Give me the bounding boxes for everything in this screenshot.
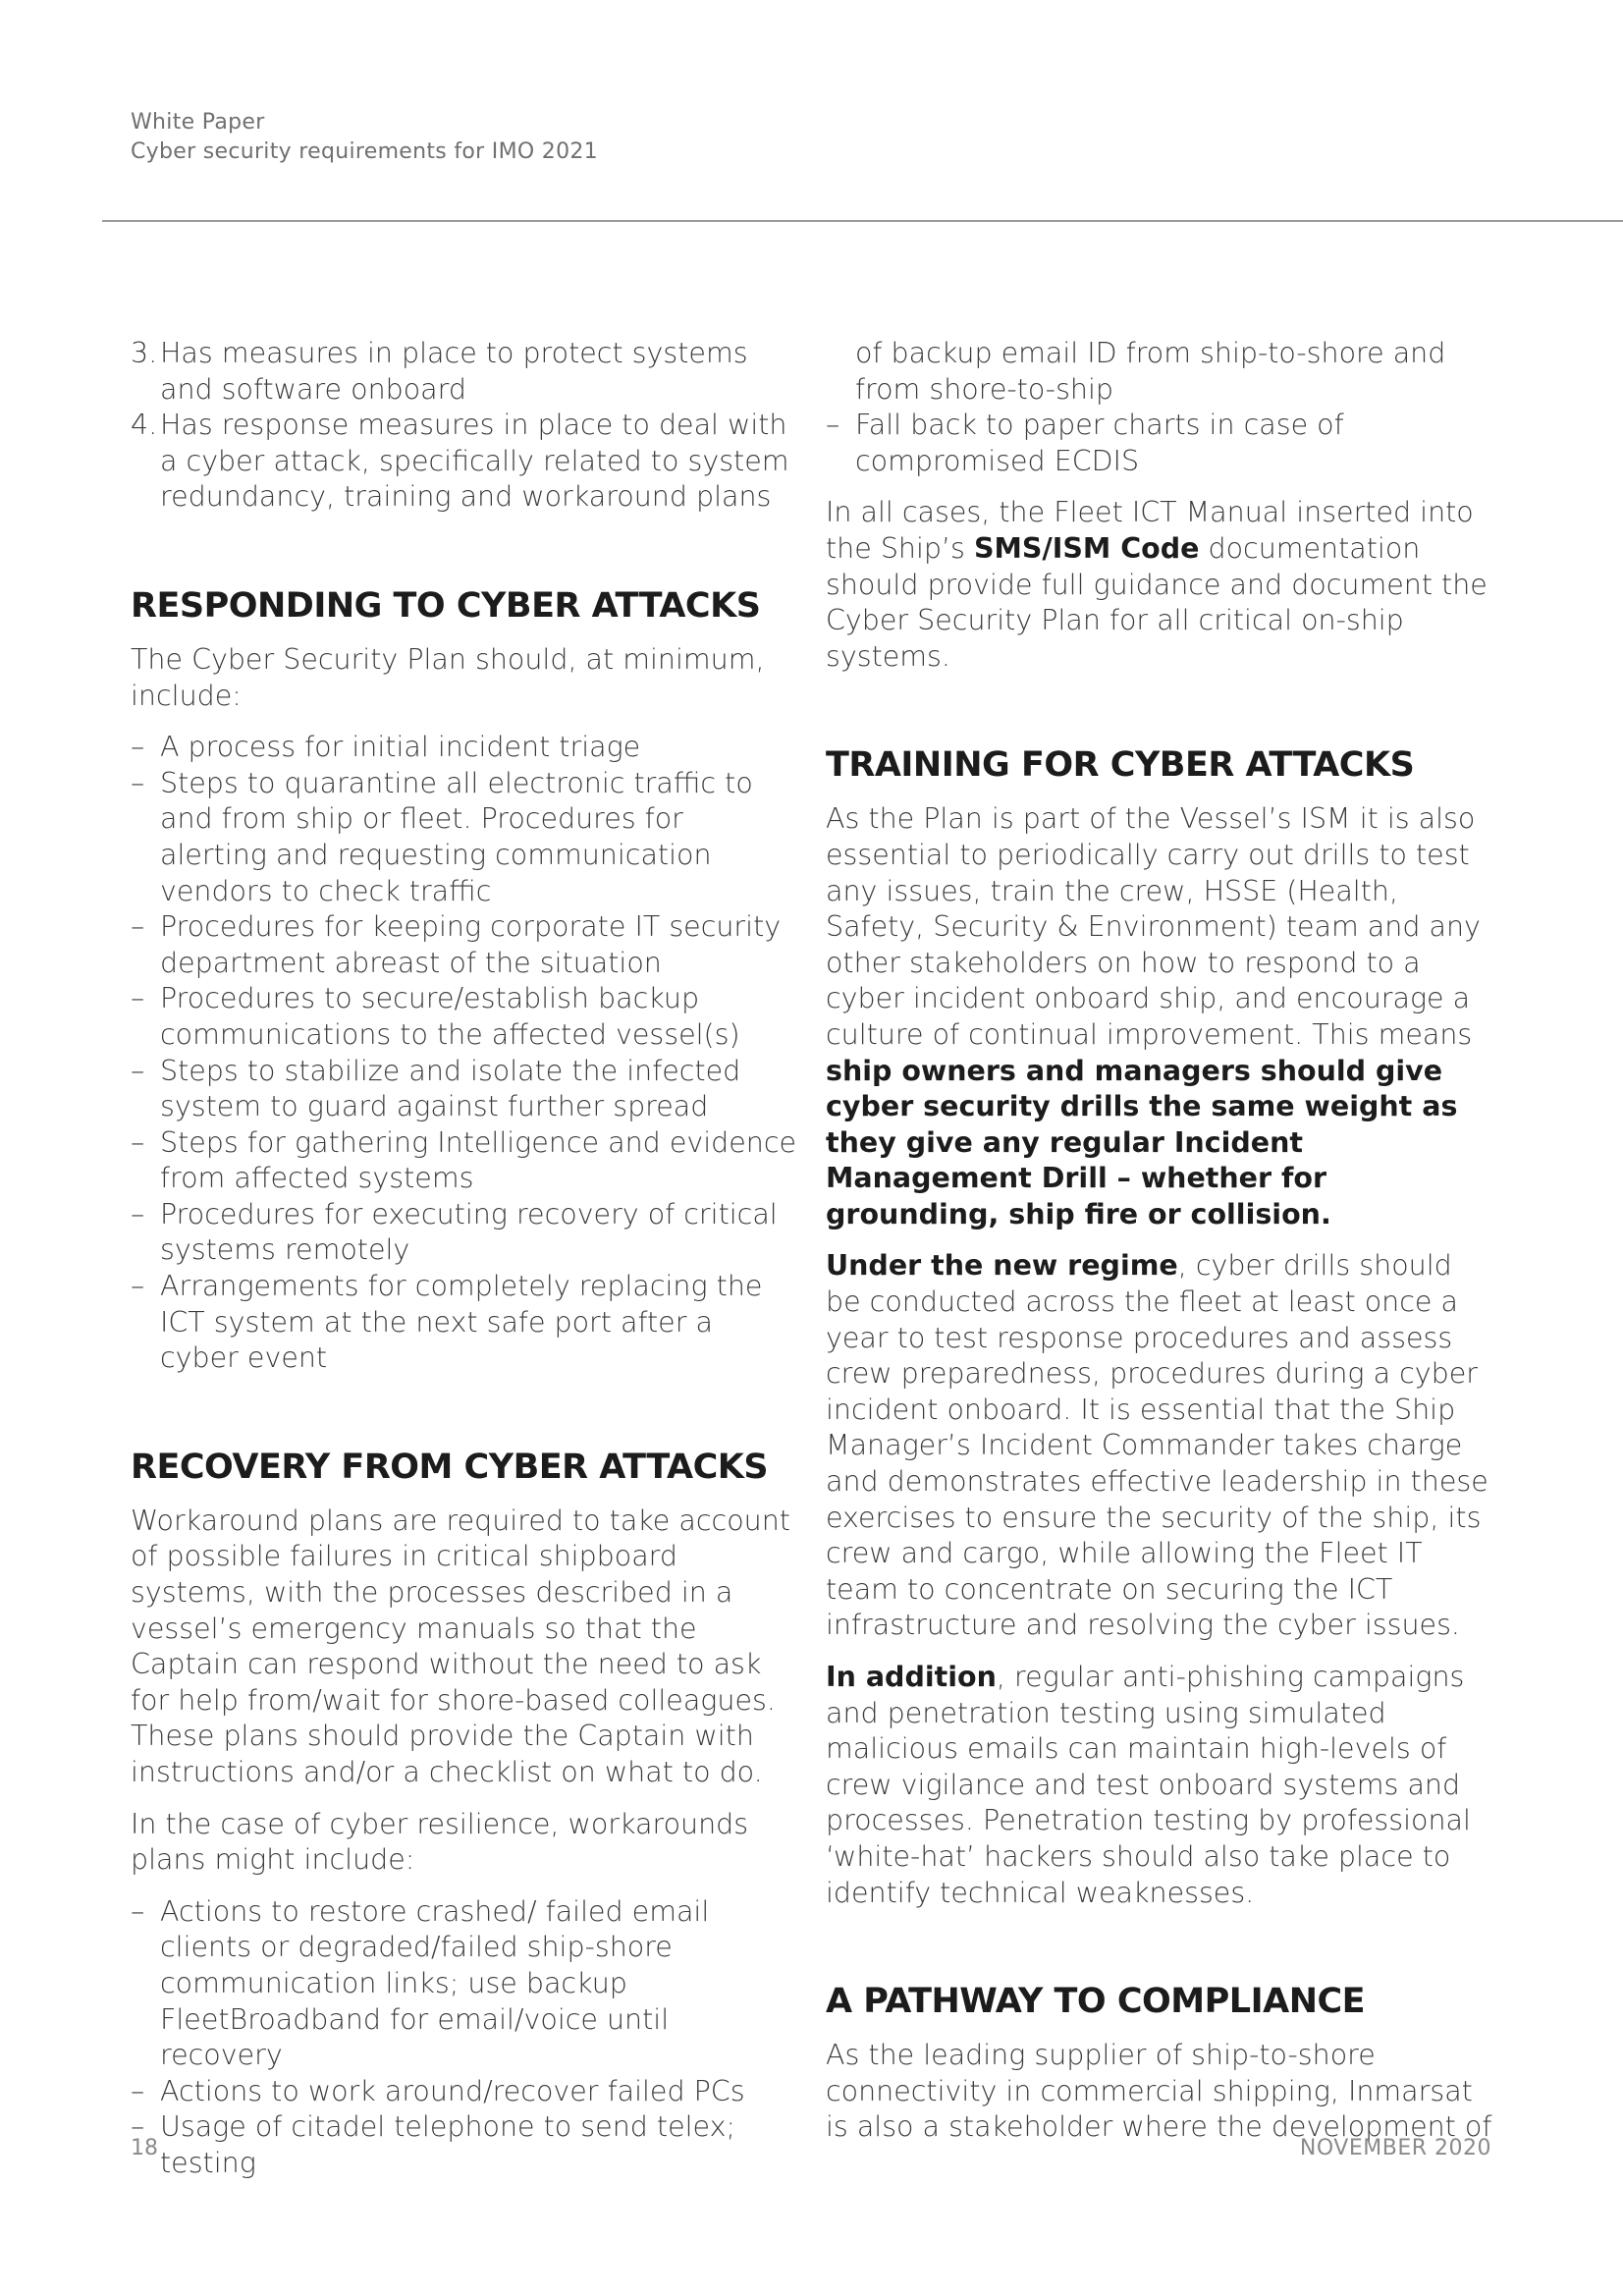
recovery-para1: Workaround plans are required to take account of possible failures in critical shipboard systems, with the processes described in a vessel’s emergency manuals so that the Captain can respond without the need to ask for help from/wait for shore-based colleagues. These plans should provide the Captain with instructions and/or a checklist on what to do. <box>131 1503 790 1788</box>
dash-marker: – <box>131 1197 145 1230</box>
text-run: , cyber drills should be conducted across the fleet at least once a year to test response procedures and assess crew preparedness, procedures during a cyber incident onboard. It is essential that the Ship Manager’s Incident Commander takes charge and demonstrates effective leadership in these exercises to ensure the security of the ship, its crew and cargo, while allowing the Fleet IT team to concentrate on securing the ICT infrastructure and resolving the cyber issues. <box>826 1249 1488 1642</box>
item-text: Usage of citadel telephone to send telex; testing <box>160 2110 736 2179</box>
page-number: 18 <box>131 2136 158 2160</box>
recovery-list <box>131 1894 798 2182</box>
right-column <box>826 336 1493 2161</box>
dash-marker: – <box>131 766 145 799</box>
item-number: 4. <box>131 409 158 442</box>
numbered-item <box>131 408 798 516</box>
list-item <box>131 909 798 981</box>
dash-marker: – <box>131 1125 145 1159</box>
header-doc-type: White Paper <box>131 110 265 135</box>
item-text: Procedures for keeping corporate IT security department abreast of the situation <box>160 910 782 979</box>
dash-marker: – <box>131 2110 145 2144</box>
item-text: Procedures for executing recovery of critical systems remotely <box>160 1197 778 1267</box>
list-item <box>131 1125 798 1197</box>
dash-marker: – <box>131 1054 145 1087</box>
dash-marker: – <box>826 409 840 442</box>
numbered-list <box>131 336 798 516</box>
training-para3 <box>826 1660 1493 1911</box>
training-para2 <box>826 1248 1493 1644</box>
pathway-paragraph: As the leading supplier of ship-to-shore connectivity in commercial shipping, Inmarsat is also a stakeholder where the development of <box>826 2039 1492 2144</box>
dash-marker: – <box>131 731 145 764</box>
list-item <box>131 1894 798 2074</box>
list-item <box>131 2074 798 2110</box>
list-item <box>131 1054 798 1125</box>
bold-run: SMS/ISM Code <box>973 531 1200 565</box>
item-text: Actions to work around/recover failed PCs <box>160 2074 745 2107</box>
item-text: Has measures in place to protect systems and software onboard <box>160 337 748 406</box>
right-list <box>826 408 1493 479</box>
text-run: , regular anti-phishing campaigns and penetration testing using simulated malicious emails can maintain high-levels of crew vigilance and test onboard systems and processes. Penetration testing by professional ‘white-hat’ hackers should also take place to identify technical weaknesses. <box>826 1661 1471 1909</box>
footer-date: NOVEMBER 2020 <box>1299 2136 1491 2160</box>
item-text: Steps to quarantine all electronic traffic to and from ship or fleet. Procedures for alerting and requesting communication vendors to check traffic <box>160 766 753 907</box>
list-item <box>131 1197 798 1269</box>
item-text: Steps for gathering Intelligence and evidence from affected systems <box>160 1125 797 1195</box>
header-doc-title: Cyber security requirements for IMO 2021 <box>131 139 598 164</box>
heading-pathway: A PATHWAY TO COMPLIANCE <box>826 1982 1366 2022</box>
list-item <box>826 408 1493 479</box>
page-header <box>131 108 598 167</box>
text-run: In all cases, the Fleet ICT Manual inserted into the Ship’s <box>826 496 1474 565</box>
item-text: Steps to stabilize and isolate the infected system to guard against further spread <box>160 1054 741 1123</box>
dash-marker: – <box>131 1270 145 1303</box>
continued-list-item: of backup email ID from ship-to-shore and from shore-to-ship <box>855 337 1446 406</box>
responding-list <box>131 730 798 1377</box>
text-run: As the Plan is part of the Vessel’s ISM it is also essential to periodically carry out drills to test any issues, train the crew, HSSE (Health, Safety, Security & Environment) team and any other stakeholders on how to respond to a cyber incident onboard ship, and encourage a culture of continual improvement. This means <box>826 802 1481 1051</box>
numbered-item <box>131 336 798 408</box>
list-item <box>131 1269 798 1377</box>
text-run: documentation should provide full guidance and document the Cyber Security Plan for all critical on-ship systems. <box>826 531 1488 673</box>
heading-recovery: RECOVERY FROM CYBER ATTACKS <box>131 1447 769 1487</box>
responding-intro: The Cyber Security Plan should, at minimum, include: <box>131 642 765 712</box>
dash-marker: – <box>131 2074 145 2107</box>
item-text: Fall back to paper charts in case of compromised ECDIS <box>855 409 1344 477</box>
list-item <box>131 730 798 766</box>
bold-run: In addition <box>826 1661 997 1693</box>
list-item <box>131 766 798 909</box>
item-text: Actions to restore crashed/ failed email clients or degraded/failed ship-shore communication links; use backup FleetBroadband for email/voice until recovery <box>160 1894 710 2072</box>
dash-marker: – <box>131 910 145 944</box>
item-text: Has response measures in place to deal with a cyber attack, specifically related to system redundancy, training and workaround plans <box>160 409 789 514</box>
list-item <box>131 981 798 1053</box>
item-text: A process for initial incident triage <box>160 731 641 764</box>
list-item <box>131 2109 798 2181</box>
item-text: Arrangements for completely replacing the ICT system at the next safe port after a cyber event <box>160 1270 763 1375</box>
item-text: Procedures to secure/establish backup communications to the affected vessel(s) <box>160 982 740 1051</box>
training-para1 <box>826 801 1493 1232</box>
recovery-para2: In the case of cyber resilience, workarounds plans might include: <box>131 1807 749 1877</box>
dash-marker: – <box>131 982 145 1015</box>
left-column <box>131 336 798 2198</box>
header-divider <box>102 220 1623 222</box>
heading-responding: RESPONDING TO CYBER ATTACKS <box>131 585 761 626</box>
dash-marker: – <box>131 1894 145 1928</box>
bold-run: ship owners and managers should give cyber security drills the same weight as they give any regular Incident Management Drill – whether for grounding, ship fire or collision. <box>826 1054 1458 1230</box>
bold-run: Under the new regime <box>826 1249 1178 1283</box>
heading-training: TRAINING FOR CYBER ATTACKS <box>826 745 1415 786</box>
all-cases-paragraph <box>826 495 1493 675</box>
item-number: 3. <box>131 337 158 369</box>
